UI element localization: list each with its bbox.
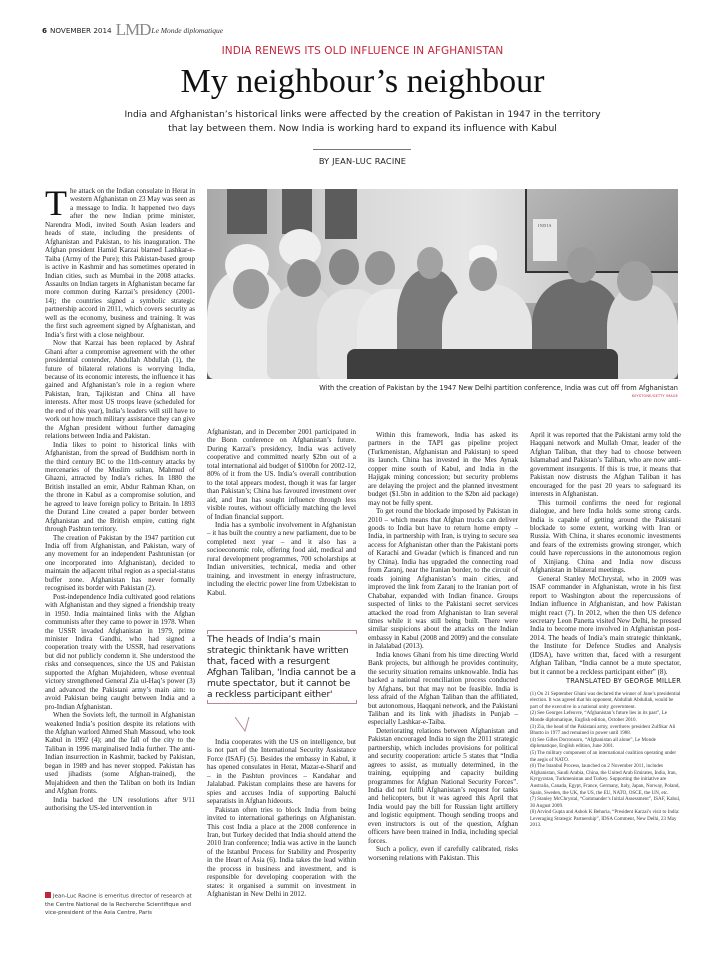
article-paragraph: April it was reported that the Pakistani army told the Haqqani network and Mullah Omar, leader of the Afghan Taliban, that they had to choose between Islamabad and Pakistan’s Taliban, who are now anti-government insurgents. If this is true, it means that Pakistan now distrusts the Afghan Taliban it has encouraged for the past 20 years to safeguard its interests in Afghanistan.	[530, 431, 681, 499]
article-paragraph	[45, 183, 195, 339]
photo-map-label	[533, 219, 557, 261]
article-paragraph: To get round the blockade imposed by Pakistan in 2010 – which means that Afghan trucks can deliver goods to India but have to return home empty – India, in partnership with Iran, is trying to secure sea access for Afghanistan other than the Pakistani ports of Karachi and Gwadar (which is financed and run by China). India has upgraded the connecting road from Zaranj, near the Iranian border, to the circuit of roads joining Afghanistan’s main cities, and improved the link from Zaranj to the Iranian port of Chabahar, expanded with Indian finance. Groups suspected of links to the Pakistani secret services attacked the road from Afghanistan to Iran several times while it was still being built. There were similar suspicions about the attacks on the Indian embassy in Kabul (2008 and 2009) and the consulate in Jalalabad (2013).	[368, 507, 518, 651]
article-column-4	[530, 431, 681, 829]
article-photo	[207, 189, 678, 379]
photo-figure-head	[417, 247, 443, 279]
author-note-text: Jean-Luc Racine is emeritus director of research at the Centre National de la Recherche Scientifique and vice-president of the Asia Centre, Paris	[45, 893, 192, 917]
drop-cap: T	[45, 183, 67, 223]
article-paragraph: This turmoil confirms the need for regional dialogue, and here India holds some strong cards. India is capable of getting around the Pakistani blockade to some extent, working with Iran or Russia. With China, it shares economic investments and fears of the extremists growing stronger, which could have repercussions in the autonomous region of Xinjiang. China and India now discuss Afghanistan in bilateral meetings.	[530, 498, 681, 575]
footnote: (5) The military component of an international coalition operating under the aegis of NATO.	[530, 749, 677, 763]
pull-quote-corner	[207, 700, 208, 704]
article-column-1	[45, 183, 195, 813]
photo-figure-head	[287, 259, 321, 297]
page-number: 6	[42, 25, 48, 35]
masthead	[42, 22, 223, 38]
photo-map-label-text: INDIA	[538, 223, 552, 228]
translator-credit: TRANSLATED BY GEORGE MILLER	[566, 677, 681, 686]
article-column-2	[207, 428, 356, 597]
footnote: (2) See Georges Lefeuvre, “Afghanistan’s future lies in its past”, Le Monde diplomatique, English edition, October 2010.	[530, 710, 667, 723]
photo-figure-head	[567, 247, 597, 283]
article-paragraph: The creation of Pakistan by the 1947 partition cut India off from Afghanistan, and Pakistan, wary of any movement for an independent Pashtunistan (or one incorporated into Afghanistan), decided to maintain the adjacent tribal region as a special-status buffer zone. Afghanistan has never formally recognised its border with Pakistan (2).	[45, 533, 195, 593]
article-paragraph: India backed the UN resolutions after 9/11 authorising the US-led intervention in	[45, 795, 195, 813]
article-paragraph: Pakistan often tries to block India from being invited to international gatherings on Afghanistan. This cost India a place at the 2008 conference in Iran, but Turkey decided that India should attend the 2010 Iran conference; India was active in the launch of the Istanbul Process for Stability and Prosperity in the Heart of Asia (6). India takes the lead within the process in business and investment, and is responsible for developing cooperation with the states: it organised a summit on investment in Afghanistan in New Delhi in 2012.	[207, 805, 356, 899]
paragraph-text: he attack on the Indian consulate in Herat in western Afghanistan on 23 May was seen as a message to India. It happened two days after the new Indian prime minister, Narendra Modi, invited South Asian leaders and heads of state, including the presidents of Afghanistan and Pakistan, to his inauguration. The Afghan president Hamid Karzai blamed Lashkar-e-Taiba (Army of the Pure); this Pakistan-based group is active in Kashmir and has sometimes operated in Indian cities, such as Mumbai in the 2008 attacks. Assaults on Indian targets in Afghanistan became far more common during Karzai’s presidency (2001-14); the countries signed a symbolic strategic partnership accord in 2011, which covers security as well as the economy, business and training. It was the first such agreement signed by Afghanistan, and India’s first with a close neighbour.	[45, 187, 195, 339]
article-paragraph: India cooperates with the US on intelligence, but is not part of the International Security Assistance Force (ISAF) (5). Besides the embassy in Kabul, it has opened consulates in Herat, Mazar-e-Sharif and – in the Pashtun provinces – Kandahar and Jalalabad. Pakistan complains these are havens for spies and accuses India of supporting Baluchi separatists in Afghan hideouts.	[207, 738, 356, 806]
photo-wall-map	[525, 189, 678, 273]
article-byline: BY JEAN-LUC RACINE	[318, 156, 407, 166]
photo-window	[325, 189, 357, 239]
photo-figure-head	[365, 251, 395, 285]
photo-figure-head	[617, 261, 653, 301]
lmd-logo-icon: LMD	[115, 20, 151, 39]
byline-divider	[313, 149, 411, 150]
publication-name: Le Monde diplomatique	[151, 25, 224, 35]
article-paragraph: Within this framework, India has asked its partners in the TAPI gas pipeline project (Turkmenistan, Afghanistan and Pakistan) to speed its launch. China has invested in the Mes Aynak copper mine south of Kabul, and India in the Hajigak mining concession; but security problems are delaying the project and the planned investment budget ($1.5bn in addition to the $2bn aid package) may not be fully spent.	[368, 431, 518, 507]
footnote: (8) Arvind Gupta and Ashok K Behuria, “President Karzai’s visit to India: Leveraging Strategic Partnership”, IDSA Comment, New Delhi, 23 May 2013.	[530, 809, 680, 829]
photo-credit: KEYSTONE/GETTY IMAGE	[631, 394, 678, 398]
footnotes	[530, 691, 681, 829]
photo-caption: With the creation of Pakistan by the 1947 New Delhi partition conference, India was cut off from Afghanistan	[319, 384, 678, 392]
footnote: (1) On 21 September Ghani was declared the winner of June’s presidential election. It was agreed that his opponent, Abdullah Abdullah, would be part of the executive in a national unity government.	[530, 690, 681, 710]
article-standfirst: India and Afghanistan’s historical links were affected by the creation of Pakistan in 1947 in the territory that lay between them. Now India is working hard to expand its influence with Kabul	[124, 109, 601, 134]
photo-figure-head	[329, 249, 359, 285]
article-paragraph: General Stanley McChrystal, who in 2009 was ISAF commander in Afghanistan, wrote in his first report to Washington about the repercussions of Indian influence in Afghanistan, and how Pakistan might react (7). In 2012, when the then US defence secretary Leon Panetta visited New Delhi, he pressed India to become more involved in Afghanistan post-2014. The heads of India’s main strategic thinktank, the Institute for Defence Studies and Analysis (IDSA), have written that, faced with a resurgent Afghan Taliban, “India cannot be a mute spectator, but it cannot be a reckless participant either” (8).	[530, 574, 681, 676]
article-paragraph: India likes to point to historical links with Afghanistan, from the spread of Buddhism north in the third century BC to the 11th-century attacks by mercenaries of the Muslim sultan, Mahmud of Ghazni, attracted by India’s riches. In 1880 the British installed an emir, Abdur Rahman Khan, on the throne in Kabul as a compromise solution, and he agreed to leave foreign policy to Britain. In 1893 the Durand Line created a paper border between Afghanistan and the British empire, cutting right through Pashtun territory.	[45, 440, 195, 534]
photo-table	[347, 349, 618, 379]
article-paragraph: India has a symbolic involvement in Afghanistan – it has built the country a new parliament, due to be completed next year – and it also has a socioeconomic role, offering food aid, medical and rural development programmes, 700 scholarships at Indian universities, technical, media and other training, and investment in energy infrastructure, including the electric power line from Uzbekistan to Kabul.	[207, 520, 356, 597]
photo-window	[227, 189, 267, 234]
footnote: (7) Stanley McChrystal, “Commander’s Initial Assessment”, ISAF, Kabul, 30 August 2009.	[530, 796, 681, 809]
article-paragraph: Post-independence India cultivated good relations with Afghanistan and they signed a friendship treaty in 1950. India maintained links with the Afghan communists after they came to power in 1978. When the USSR invaded Afghanistan in 1979, prime minister Indira Gandhi, who had signed a cooperation treaty with the USSR, had reservations but did not publicly condemn it. She understood the risks and consequences, since the US and Pakistan supported the Afghan Mujahideen, whose eventual victory strengthened General Zia ul-Haq’s power (3) and advanced the Pakistani army’s main aim: to avoid Pakistan being caught between India and a pro-Indian Afghanistan.	[45, 592, 195, 711]
photo-window	[282, 189, 312, 234]
photo-figure-head	[469, 257, 497, 291]
article-paragraph: Afghanistan, and in December 2001 participated in the Bonn conference on Afghanistan’s future. During Karzai’s presidency, India was actively cooperative and committed nearly $2bn out of a total international aid budget of $100bn for 2002-12, 80% of it from the US. India’s overall contribution to the total appears modest, though it was far larger than Pakistan’s; China has favoured investment over aid, and Iran has sought influence through less visible routes, without officially matching the level of Indian financial support.	[207, 428, 356, 521]
article-kicker: INDIA RENEWS ITS OLD INFLUENCE IN AFGHANISTAN	[221, 45, 504, 57]
footnote: (6) The Istanbul Process, launched on 2 November 2011, includes Afghanistan, Saudi Arabia, China, the United Arab Emirates, India, Iran, Kyrgyzstan, Turkmenistan and Turkey. Supporting the initiative are Australia, Canada, Egypt, France, Germany, Italy, Japan, Norway, Poland, Spain, Sweden, the UK, the US, the EU, NATO, OSCE, the UN, etc.	[530, 763, 680, 796]
footnote: (3) Zia, the head of the Pakistani army, overthrew president Zulfikar Ali Bhutto in 1977 and remained in power until 1988.	[530, 723, 676, 737]
author-note	[45, 892, 195, 918]
article-paragraph: When the Soviets left, the turmoil in Afghanistan weakened India’s position despite its relations with the Afghan warlord Ahmed Shah Massoud, who took Kabul in 1992 (4); and the fall of the city to the Taliban in 1996 marginalised India further. The anti-Indian insurrection in Kashmir, backed by Pakistan, began in 1989 and has never stopped. Pakistan has used jihadists (some Afghan-trained), the Mujahideen and then the Taliban on both its Indian and Afghan fronts.	[45, 711, 195, 796]
article-headline: My neighbour’s neighbour	[180, 63, 545, 100]
article-column-3	[368, 431, 518, 862]
article-paragraph: Such a policy, even if carefully calibrated, risks worsening relations with Pakistan. This	[368, 845, 518, 862]
pull-quote-text: The heads of India’s main strategic thinktank have written that, faced with a resurgent Afghan Taliban, 'India cannot be a mute spectator, but it cannot be a reckless participant either'	[207, 635, 356, 701]
footnote: (4) See Gilles Dorronsoro, “Afghanistan all alone”, Le Monde diplomatique, English edition, June 2001.	[530, 736, 656, 750]
article-paragraph: India knows Ghani from his time directing World Bank projects, but although he provides continuity, the security situation remains unknowable. India has backed a national reconciliation process conducted by Afghans, but that may not be feasible. India is less afraid of the Afghan Taliban than the affiliated, but autonomous, Haqqani network, and the Pakistani Taliban and its link with jihadists in Punjab – especially Lashkar-e-Taiba.	[368, 650, 518, 727]
article-paragraph: Now that Karzai has been replaced by Ashraf Ghani after a compromise agreement with the other presidential contender, Abdullah Abdullah (1), the future of bilateral relations is worrying India, because of its economic interests, the influence it has gained and Afghanistan’s role in a region where Pakistan, Iran, Tajikistan and China all have interests. After most US troops leave (scheduled for the end of this year), India’s leaders will still have to work out how much military assistance they can give the Afghan president without further damaging relations between India and Pakistan.	[45, 339, 195, 441]
photo-figure-head	[233, 269, 269, 309]
pull-quote-corner	[356, 700, 357, 704]
author-note-square-icon	[45, 892, 51, 898]
issue-date: NOVEMBER 2014	[50, 25, 112, 35]
article-paragraph: Deteriorating relations between Afghanistan and Pakistan encouraged India to sign the 2011 strategic partnership, which includes provisions for political and security cooperation: article 5 states that “India agrees to assist, as mutually determined, in the training, equipping and capacity building programmes for Afghan National Security Forces”. India did not fulfil Afghanistan’s request for tanks and helicopters, but it was agreed this April that India would pay the bill for Russian light artillery and logistic equipment. Though sending troops and even instructors is out of the question, Afghan officers have been trained in India, including special forces.	[368, 726, 518, 845]
article-column-2-lower	[207, 738, 356, 899]
pull-quote	[207, 630, 357, 704]
